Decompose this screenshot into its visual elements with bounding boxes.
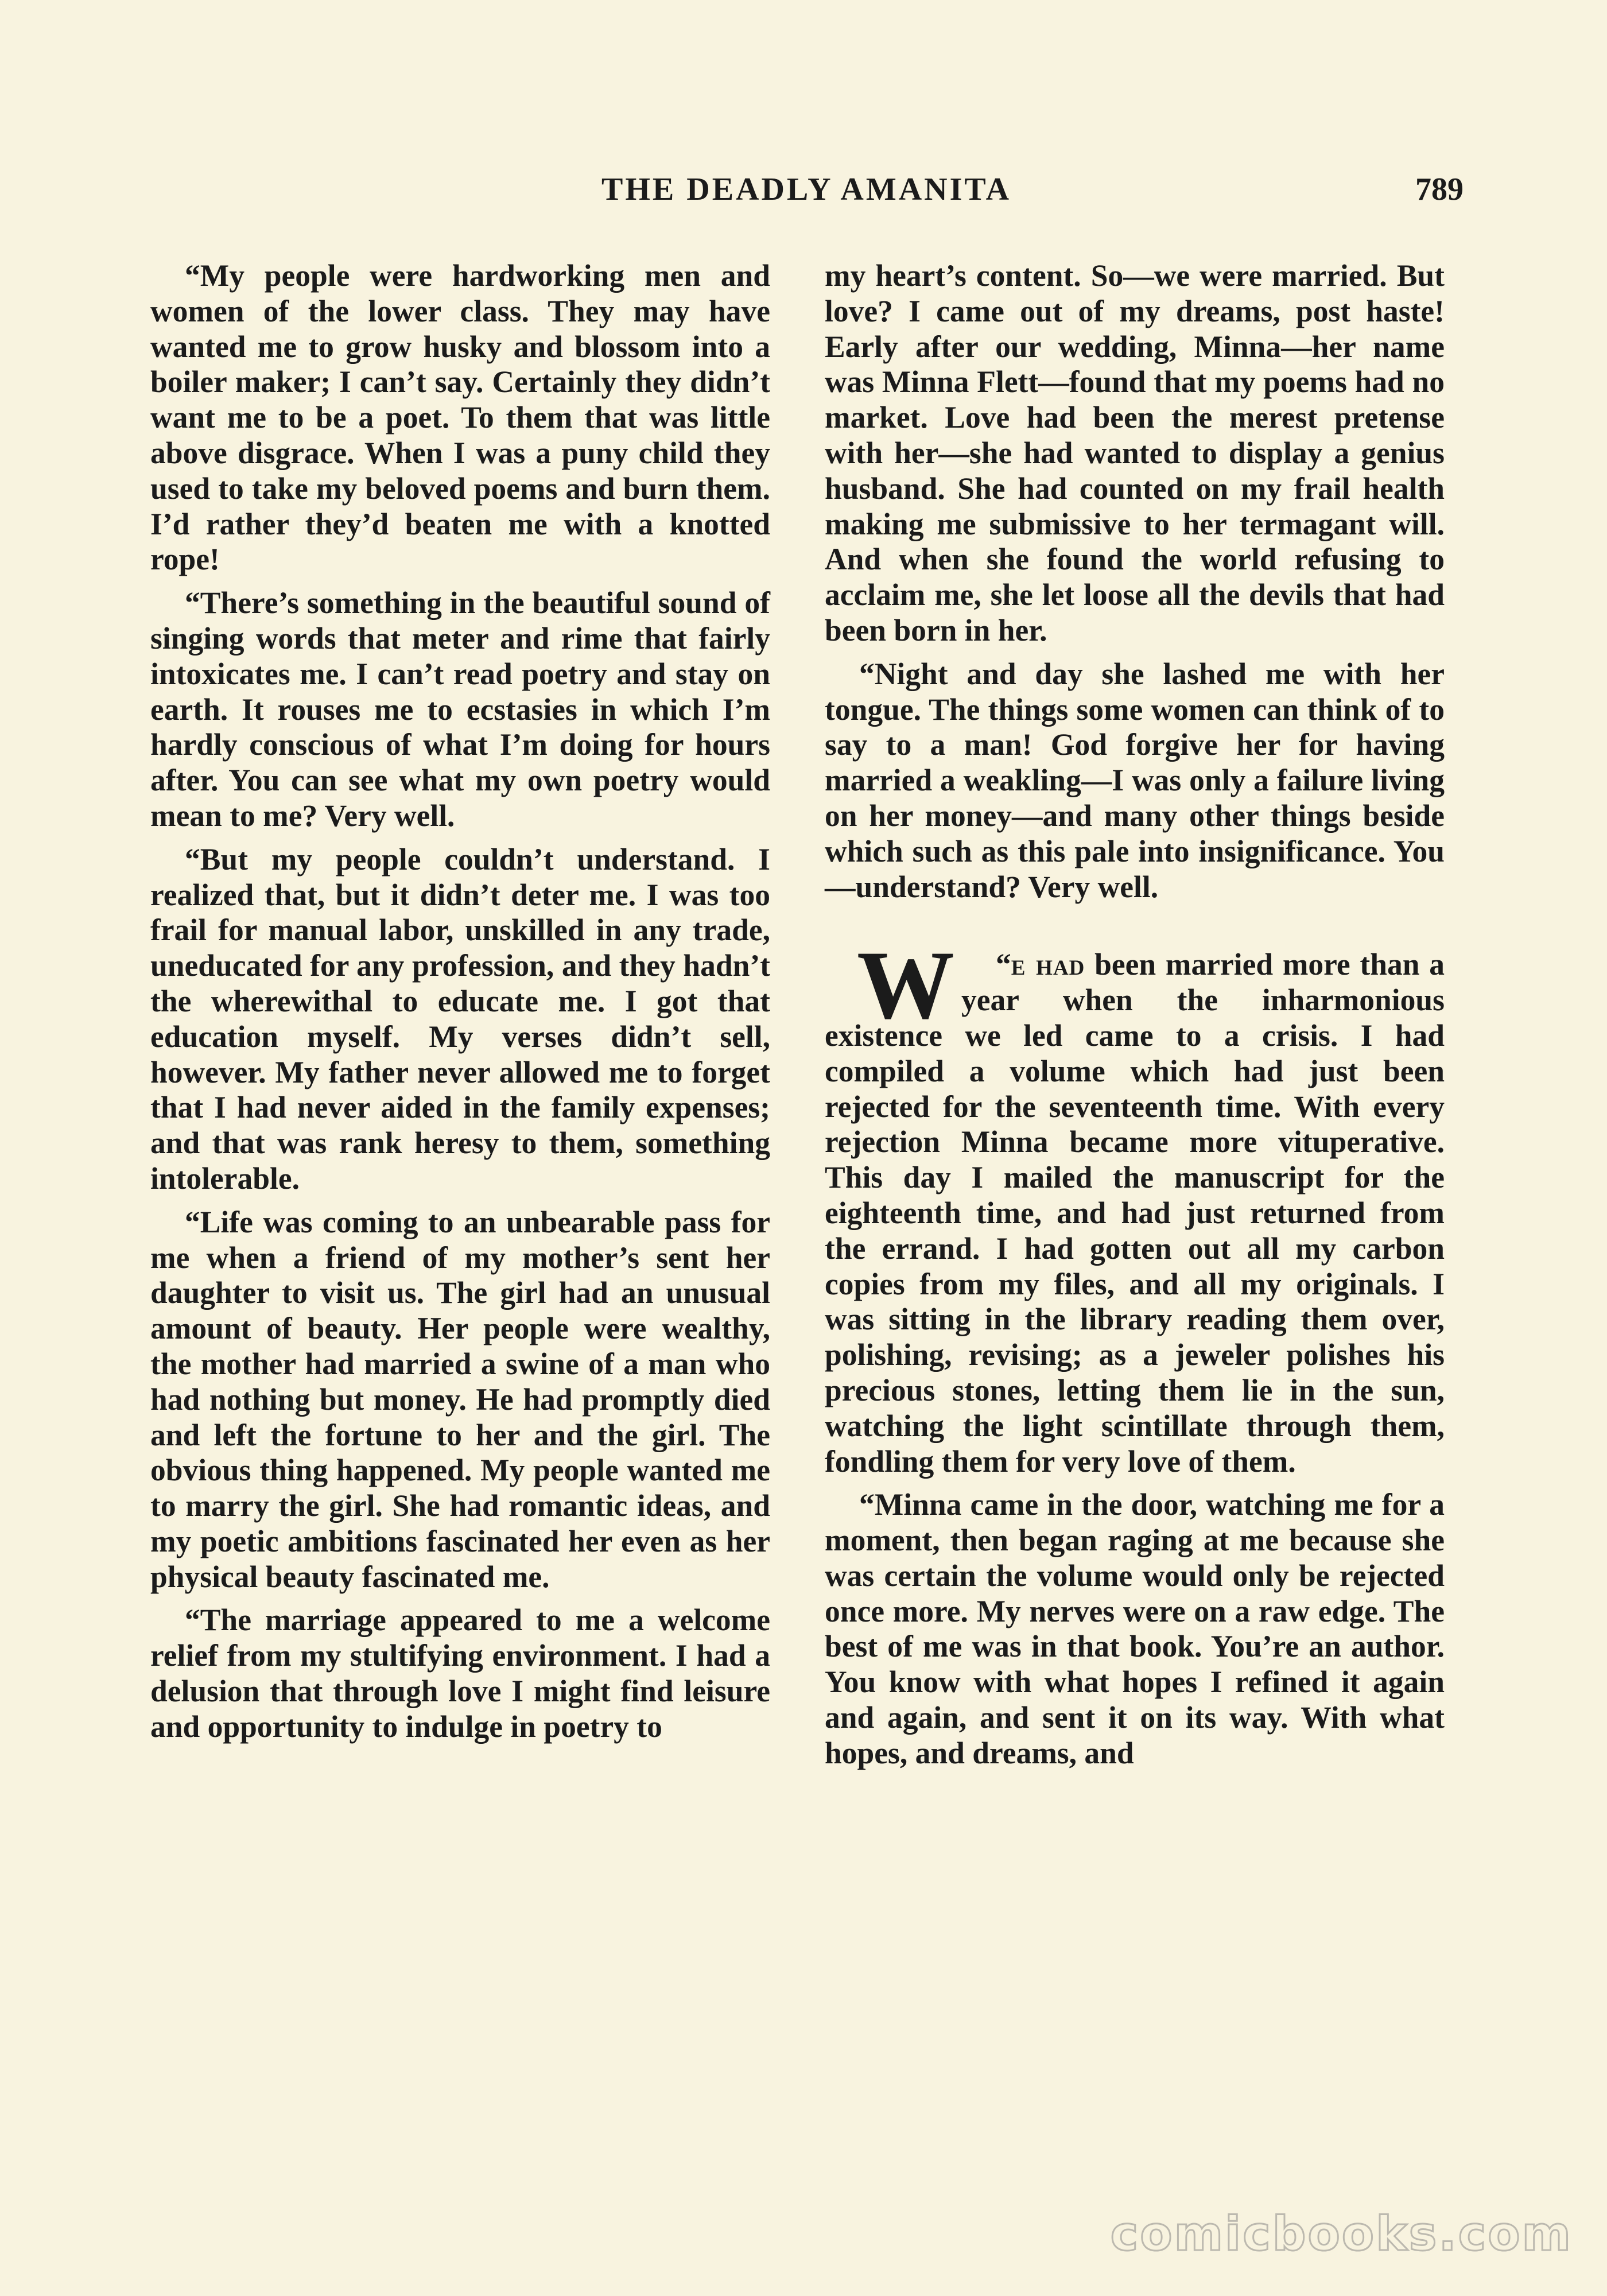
running-title: THE DEADLY AMANITA: [601, 172, 1012, 207]
paragraph: “Minna came in the door, watching me for a moment, then began raging at me because she was certain the volume would only be rejected once more. My nerves were on a raw edge. The best of me was in that book. You’re an author. You know with what hopes I refined it again and again, and sent it on its way. With what hopes, and dreams, and: [825, 1487, 1445, 1770]
page-number: 789: [1415, 172, 1464, 207]
drop-cap-letter: W: [857, 931, 954, 1040]
opening-quote: “: [996, 947, 1011, 982]
small-caps-lead: e had: [1011, 947, 1085, 982]
drop-cap-paragraph: [825, 931, 1445, 1479]
paragraph: my heart’s content. So—we were married. But love? I came out of my dreams, post haste! Early after our wedding, Minna—her name was Minna Flett—found that my poems had no market. Love had been the merest pretense with her—she had wanted to display a genius husband. She had counted on my frail health making me submissive to her termagant will. And when she found the world refusing to acclaim me, she let loose all the devils that had been born in her.: [825, 258, 1445, 647]
paragraph: “Night and day she lashed me with her tongue. The things some women can think of to say to a man! God forgive her for having married a weakling—I was only a failure living on her money—and many other things beside which such as this pale into insignificance. You—understand? Very well.: [825, 656, 1445, 904]
paragraph: “My people were hardworking men and women of the lower class. They may have wanted me to grow husky and blossom into a boiler maker; I can’t say. Certainly they didn’t want me to be a poet. To them that was little above disgrace. When I was a puny child they used to take my beloved poems and burn them. I’d rather they’d beaten me with a knotted rope!: [150, 258, 770, 577]
paragraph-text: been married more than a year when the inharmonious existence we led came to a crisis. I had compiled a volume which had just been rejected for the seventeenth time. With every rejection Minna became more vituperative. This day I mailed the manuscript for the eighteenth time, and had just returned from the errand. I had gotten out all my carbon copies from my files, and all my originals. I was sitting in the library reading them over, polishing, revising; as a jeweler polishes his precious stones, letting them lie in the sun, watching the light scintillate through them, fondling them for very love of them.: [825, 947, 1445, 1479]
right-column: [825, 258, 1445, 1779]
paragraph: “But my people couldn’t understand. I realized that, but it didn’t deter me. I was too frail for manual labor, unskilled in any trade, uneducated for any profession, and they hadn’t the wherewithal to educate me. I got that education myself. My verses didn’t sell, however. My father never allowed me to forget that I had never aided in the family expenses; and that was rank heresy to them, something intolerable.: [150, 841, 770, 1196]
watermark-logo: comicbooks.com: [1110, 2207, 1573, 2262]
paragraph: “The marriage appeared to me a welcome relief from my stultifying environment. I had a delusion that through love I might find leisure and opportunity to indulge in poetry to: [150, 1603, 770, 1744]
page-header: [149, 165, 1464, 217]
paragraph: “Life was coming to an unbearable pass for me when a friend of my mother’s sent her daughter to visit us. The girl had an unusual amount of beauty. Her people were wealthy, the mother had married a swine of a man who had nothing but money. He had promptly died and left the fortune to her and the girl. The obvious thing happened. My people wanted me to marry the girl. She had romantic ideas, and my poetic ambitions fascinated her even as her physical beauty fascinated me.: [150, 1204, 770, 1594]
paragraph: “There’s something in the beautiful sound of singing words that meter and rime that fairly intoxicates me. I can’t read poetry and stay on earth. It rouses me to ecstasies in which I’m hardly conscious of what I’m doing for hours after. You can see what my own poetry would mean to me? Very well.: [150, 585, 770, 833]
left-column: [150, 258, 770, 1753]
